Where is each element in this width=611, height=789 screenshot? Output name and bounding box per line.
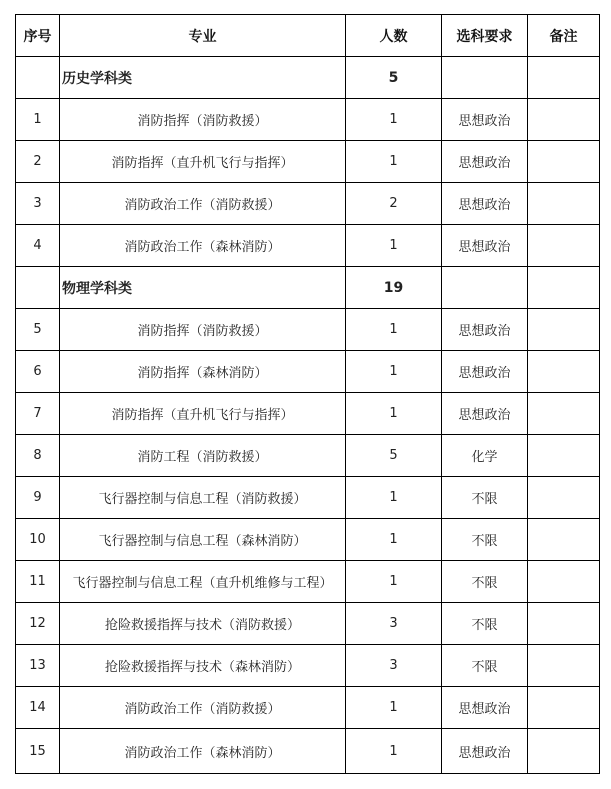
- group-label: 历史学科类: [60, 57, 346, 99]
- group-requirement-cell: [442, 57, 528, 99]
- row-no: 6: [16, 351, 60, 393]
- row-note: [528, 225, 600, 267]
- row-count: 2: [346, 183, 442, 225]
- table-row: [16, 309, 600, 351]
- row-requirement: 不限: [442, 603, 528, 645]
- row-major: 消防政治工作（森林消防）: [60, 225, 346, 267]
- row-major: 消防指挥（消防救援）: [60, 309, 346, 351]
- row-count: 3: [346, 645, 442, 687]
- row-major: 消防指挥（直升机飞行与指挥）: [60, 141, 346, 183]
- row-note: [528, 183, 600, 225]
- row-requirement: 不限: [442, 519, 528, 561]
- header-note: 备注: [528, 15, 600, 57]
- table-row: [16, 435, 600, 477]
- table-row: [16, 729, 600, 774]
- row-no: 8: [16, 435, 60, 477]
- row-no: 10: [16, 519, 60, 561]
- table-row: [16, 141, 600, 183]
- table-row: [16, 183, 600, 225]
- row-count: 1: [346, 351, 442, 393]
- table-row: [16, 477, 600, 519]
- row-note: [528, 435, 600, 477]
- row-count: 1: [346, 225, 442, 267]
- group-count: 5: [346, 57, 442, 99]
- row-requirement: 思想政治: [442, 183, 528, 225]
- row-note: [528, 309, 600, 351]
- group-note-cell: [528, 267, 600, 309]
- group-requirement-cell: [442, 267, 528, 309]
- table-row: [16, 519, 600, 561]
- row-requirement: 思想政治: [442, 351, 528, 393]
- row-count: 5: [346, 435, 442, 477]
- row-no: 15: [16, 729, 60, 774]
- row-requirement: 思想政治: [442, 393, 528, 435]
- row-major: 消防政治工作（森林消防）: [60, 729, 346, 774]
- table-row: [16, 561, 600, 603]
- row-no: 4: [16, 225, 60, 267]
- row-no: 2: [16, 141, 60, 183]
- header-major: 专业: [60, 15, 346, 57]
- row-major: 消防指挥（消防救援）: [60, 99, 346, 141]
- row-major: 飞行器控制与信息工程（森林消防）: [60, 519, 346, 561]
- row-count: 1: [346, 519, 442, 561]
- group-note-cell: [528, 57, 600, 99]
- row-count: 1: [346, 393, 442, 435]
- table-row: [16, 393, 600, 435]
- table-row: [16, 645, 600, 687]
- row-note: [528, 99, 600, 141]
- row-no: 9: [16, 477, 60, 519]
- row-major: 消防政治工作（消防救援）: [60, 183, 346, 225]
- row-requirement: 不限: [442, 645, 528, 687]
- row-major: 消防工程（消防救援）: [60, 435, 346, 477]
- table-row: [16, 225, 600, 267]
- row-note: [528, 561, 600, 603]
- row-count: 1: [346, 729, 442, 774]
- row-note: [528, 687, 600, 729]
- row-note: [528, 603, 600, 645]
- row-major: 抢险救援指挥与技术（消防救援）: [60, 603, 346, 645]
- row-count: 1: [346, 687, 442, 729]
- row-requirement: 思想政治: [442, 141, 528, 183]
- row-major: 飞行器控制与信息工程（消防救援）: [60, 477, 346, 519]
- row-note: [528, 393, 600, 435]
- row-count: 1: [346, 477, 442, 519]
- header-count: 人数: [346, 15, 442, 57]
- row-note: [528, 645, 600, 687]
- row-no: 13: [16, 645, 60, 687]
- row-major: 抢险救援指挥与技术（森林消防）: [60, 645, 346, 687]
- row-no: 1: [16, 99, 60, 141]
- row-no: 7: [16, 393, 60, 435]
- row-requirement: 不限: [442, 561, 528, 603]
- row-requirement: 化学: [442, 435, 528, 477]
- row-requirement: 不限: [442, 477, 528, 519]
- row-major: 消防指挥（直升机飞行与指挥）: [60, 393, 346, 435]
- row-note: [528, 729, 600, 774]
- table-row: [16, 351, 600, 393]
- row-requirement: 思想政治: [442, 687, 528, 729]
- header-requirement: 选科要求: [442, 15, 528, 57]
- group-no-cell: [16, 267, 60, 309]
- group-row: [16, 57, 600, 99]
- row-major: 消防政治工作（消防救援）: [60, 687, 346, 729]
- row-count: 1: [346, 141, 442, 183]
- row-no: 11: [16, 561, 60, 603]
- row-major: 消防指挥（森林消防）: [60, 351, 346, 393]
- header-row: [16, 15, 600, 57]
- row-major: 飞行器控制与信息工程（直升机维修与工程）: [60, 561, 346, 603]
- enrollment-table: [15, 14, 600, 774]
- table-row: [16, 687, 600, 729]
- row-note: [528, 141, 600, 183]
- row-requirement: 思想政治: [442, 225, 528, 267]
- row-note: [528, 351, 600, 393]
- row-count: 1: [346, 309, 442, 351]
- row-count: 3: [346, 603, 442, 645]
- row-count: 1: [346, 99, 442, 141]
- table-row: [16, 603, 600, 645]
- row-no: 14: [16, 687, 60, 729]
- row-note: [528, 477, 600, 519]
- table-body: [16, 57, 600, 774]
- row-count: 1: [346, 561, 442, 603]
- row-note: [528, 519, 600, 561]
- group-row: [16, 267, 600, 309]
- table-row: [16, 99, 600, 141]
- row-requirement: 思想政治: [442, 729, 528, 774]
- group-label: 物理学科类: [60, 267, 346, 309]
- row-no: 12: [16, 603, 60, 645]
- row-no: 3: [16, 183, 60, 225]
- row-requirement: 思想政治: [442, 99, 528, 141]
- header-no: 序号: [16, 15, 60, 57]
- row-no: 5: [16, 309, 60, 351]
- row-requirement: 思想政治: [442, 309, 528, 351]
- group-count: 19: [346, 267, 442, 309]
- group-no-cell: [16, 57, 60, 99]
